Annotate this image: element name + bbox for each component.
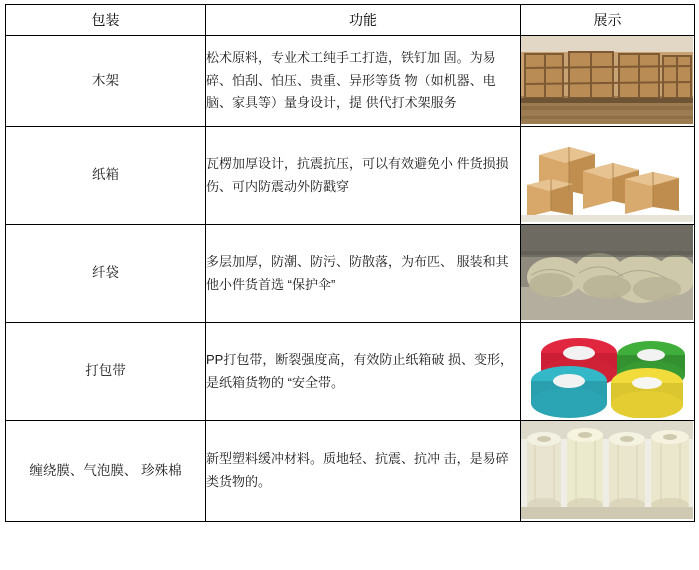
packaging-image-cell (521, 323, 695, 421)
packaging-function: 新型塑料缓冲材料。质地轻、抗震、抗冲 击，是易碎类货物的。 (206, 421, 521, 522)
table-row (6, 323, 695, 421)
packaging-function: 松术原料，专业术工纯手工打造，铁钉加 固。为易碎、怕刮、怕压、贵重、异形等货 物（如机器、电脑、家具等）量身设计，提 供代打术架服务 (206, 36, 521, 127)
table-row (6, 36, 695, 127)
packaging-name: 纤袋 (6, 225, 206, 323)
column-header-function: 功能 (206, 5, 521, 36)
packaging-image-cell (521, 127, 695, 225)
column-header-packaging: 包装 (6, 5, 206, 36)
packaging-name: 纸箱 (6, 127, 206, 225)
packaging-function: PP打包带，断裂强度高，有效防止纸箱破 损、变形，是纸箱货物的 “安全带。 (206, 323, 521, 421)
packaging-name: 缠绕膜、气泡膜、 珍殊棉 (6, 421, 206, 522)
carton-boxes-photo (521, 127, 693, 224)
packaging-image-cell (521, 421, 695, 522)
packaging-function: 多层加厚，防潮、防污、防散落，为布匹、 服装和其他小件货首选 “保护伞” (206, 225, 521, 323)
packaging-name: 打包带 (6, 323, 206, 421)
table-row (6, 225, 695, 323)
table-header-row (6, 5, 695, 36)
table-row (6, 421, 695, 522)
packaging-table (5, 4, 695, 522)
table-row (6, 127, 695, 225)
stretch-film-rolls-photo (521, 421, 693, 521)
packaging-function: 瓦楞加厚设计，抗震抗压，可以有效避免小 件货损损伤、可内防震动外防戳穿 (206, 127, 521, 225)
column-header-display: 展示 (521, 5, 695, 36)
packaging-image-cell (521, 225, 695, 323)
woven-bags-photo (521, 225, 693, 322)
strapping-rolls-photo (521, 323, 693, 420)
wooden-crate-photo (521, 36, 693, 126)
packaging-name: 木架 (6, 36, 206, 127)
packaging-image-cell (521, 36, 695, 127)
